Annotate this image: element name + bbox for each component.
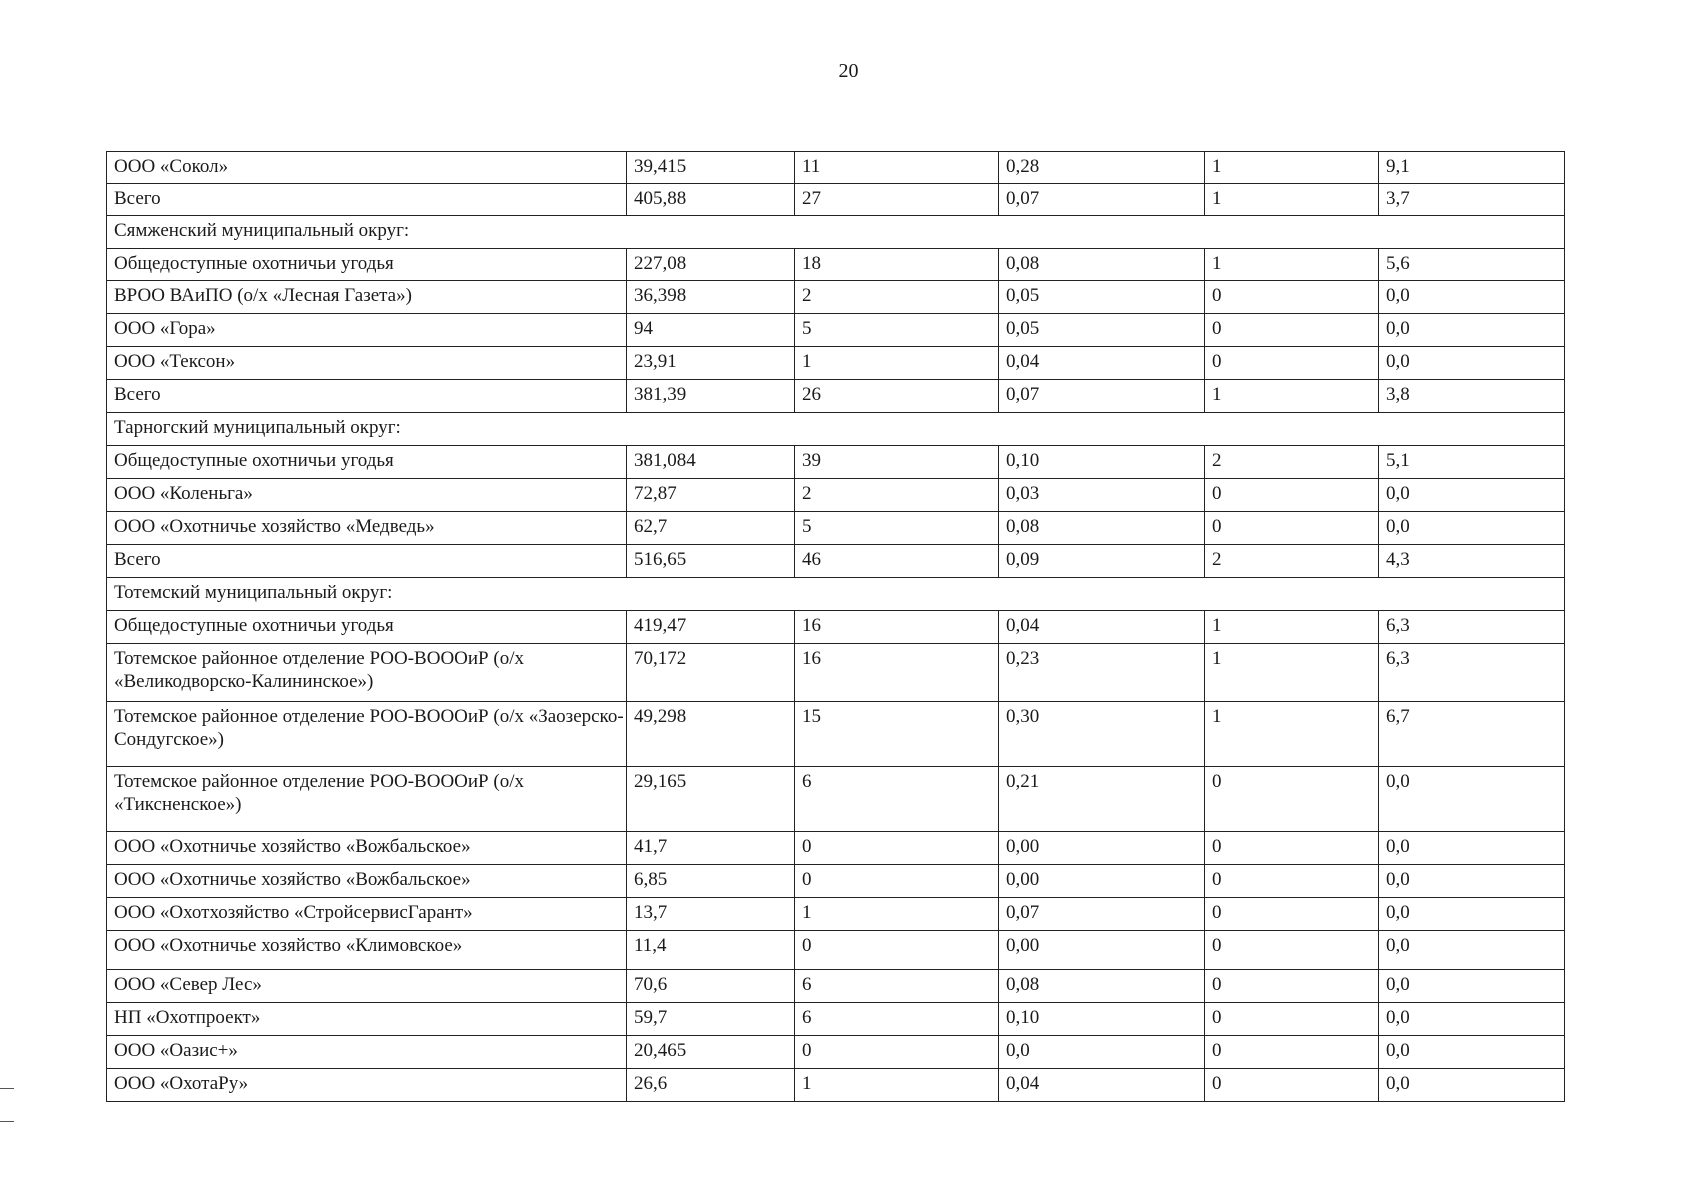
density-cell: 0,00 xyxy=(999,931,1205,970)
table-row xyxy=(107,767,1565,832)
count-cell: 0 xyxy=(795,832,999,865)
harvest-cell: 0 xyxy=(1205,479,1379,512)
density-cell: 0,04 xyxy=(999,611,1205,644)
owner-cell: ООО «Охотничье хозяйство «Вожбальское» xyxy=(107,832,627,865)
table-row xyxy=(107,702,1565,767)
owner-cell: ООО «Охотничье хозяйство «Медведь» xyxy=(107,512,627,545)
table-row xyxy=(107,479,1565,512)
harvest-cell: 0 xyxy=(1205,281,1379,314)
owner-cell: Всего xyxy=(107,545,627,578)
owner-cell: ООО «Охотничье хозяйство «Вожбальское» xyxy=(107,865,627,898)
owner-cell: ООО «Гора» xyxy=(107,314,627,347)
percent-cell: 0,0 xyxy=(1379,347,1565,380)
owner-cell: Тотемское районное отделение РОО-ВОООиР (о/х «Заозерско-Сондугское») xyxy=(107,702,627,767)
harvest-cell: 1 xyxy=(1205,380,1379,413)
table-row xyxy=(107,1003,1565,1036)
area-cell: 70,172 xyxy=(627,644,795,702)
harvest-cell: 2 xyxy=(1205,446,1379,479)
section-row xyxy=(107,216,1565,249)
harvest-cell: 0 xyxy=(1205,898,1379,931)
table-row xyxy=(107,644,1565,702)
table-row xyxy=(107,281,1565,314)
table-row xyxy=(107,970,1565,1003)
density-cell: 0,03 xyxy=(999,479,1205,512)
area-cell: 381,39 xyxy=(627,380,795,413)
count-cell: 1 xyxy=(795,898,999,931)
area-cell: 70,6 xyxy=(627,970,795,1003)
area-cell: 23,91 xyxy=(627,347,795,380)
count-cell: 16 xyxy=(795,644,999,702)
harvest-cell: 1 xyxy=(1205,644,1379,702)
harvest-cell: 1 xyxy=(1205,184,1379,216)
harvest-cell: 1 xyxy=(1205,611,1379,644)
table-row xyxy=(107,865,1565,898)
area-cell: 94 xyxy=(627,314,795,347)
count-cell: 6 xyxy=(795,1003,999,1036)
harvest-cell: 0 xyxy=(1205,314,1379,347)
count-cell: 11 xyxy=(795,152,999,184)
owner-cell: Всего xyxy=(107,184,627,216)
harvest-cell: 1 xyxy=(1205,152,1379,184)
table-row xyxy=(107,314,1565,347)
harvest-cell: 0 xyxy=(1205,970,1379,1003)
density-cell: 0,10 xyxy=(999,1003,1205,1036)
owner-cell: ООО «Охотничье хозяйство «Климовское» xyxy=(107,931,627,970)
table-row xyxy=(107,446,1565,479)
density-cell: 0,05 xyxy=(999,281,1205,314)
count-cell: 1 xyxy=(795,347,999,380)
density-cell: 0,08 xyxy=(999,249,1205,281)
count-cell: 15 xyxy=(795,702,999,767)
page-number: 20 xyxy=(838,60,859,82)
count-cell: 5 xyxy=(795,314,999,347)
section-row xyxy=(107,413,1565,446)
density-cell: 0,28 xyxy=(999,152,1205,184)
table-row xyxy=(107,898,1565,931)
table-row xyxy=(107,545,1565,578)
harvest-cell: 0 xyxy=(1205,865,1379,898)
section-heading: Тарногский муниципальный округ: xyxy=(107,413,1565,446)
table-row xyxy=(107,380,1565,413)
area-cell: 516,65 xyxy=(627,545,795,578)
table-row xyxy=(107,1069,1565,1102)
density-cell: 0,00 xyxy=(999,832,1205,865)
percent-cell: 5,6 xyxy=(1379,249,1565,281)
owner-cell: НП «Охотпроект» xyxy=(107,1003,627,1036)
table-row xyxy=(107,931,1565,970)
section-heading: Сямженский муниципальный округ: xyxy=(107,216,1565,249)
owner-cell: ООО «Охотхозяйство «СтройсервисГарант» xyxy=(107,898,627,931)
percent-cell: 0,0 xyxy=(1379,479,1565,512)
table-row xyxy=(107,184,1565,216)
area-cell: 13,7 xyxy=(627,898,795,931)
table-row xyxy=(107,152,1565,184)
area-cell: 6,85 xyxy=(627,865,795,898)
area-cell: 39,415 xyxy=(627,152,795,184)
count-cell: 2 xyxy=(795,479,999,512)
table-row xyxy=(107,347,1565,380)
count-cell: 46 xyxy=(795,545,999,578)
area-cell: 72,87 xyxy=(627,479,795,512)
density-cell: 0,08 xyxy=(999,512,1205,545)
owner-cell: Тотемское районное отделение РОО-ВОООиР (о/х «Великодворско-Калининское») xyxy=(107,644,627,702)
density-cell: 0,09 xyxy=(999,545,1205,578)
harvest-cell: 0 xyxy=(1205,1036,1379,1069)
owner-cell: Общедоступные охотничьи угодья xyxy=(107,249,627,281)
area-cell: 405,88 xyxy=(627,184,795,216)
harvest-cell: 2 xyxy=(1205,545,1379,578)
percent-cell: 0,0 xyxy=(1379,314,1565,347)
percent-cell: 0,0 xyxy=(1379,281,1565,314)
harvest-cell: 0 xyxy=(1205,931,1379,970)
count-cell: 1 xyxy=(795,1069,999,1102)
percent-cell: 4,3 xyxy=(1379,545,1565,578)
density-cell: 0,0 xyxy=(999,1036,1205,1069)
table-row xyxy=(107,832,1565,865)
density-cell: 0,10 xyxy=(999,446,1205,479)
area-cell: 36,398 xyxy=(627,281,795,314)
count-cell: 5 xyxy=(795,512,999,545)
area-cell: 29,165 xyxy=(627,767,795,832)
density-cell: 0,08 xyxy=(999,970,1205,1003)
percent-cell: 6,3 xyxy=(1379,644,1565,702)
percent-cell: 6,7 xyxy=(1379,702,1565,767)
percent-cell: 0,0 xyxy=(1379,832,1565,865)
percent-cell: 0,0 xyxy=(1379,767,1565,832)
density-cell: 0,30 xyxy=(999,702,1205,767)
density-cell: 0,04 xyxy=(999,347,1205,380)
density-cell: 0,21 xyxy=(999,767,1205,832)
owner-cell: ООО «Сокол» xyxy=(107,152,627,184)
count-cell: 6 xyxy=(795,970,999,1003)
table-body xyxy=(107,152,1565,1102)
density-cell: 0,07 xyxy=(999,898,1205,931)
count-cell: 0 xyxy=(795,865,999,898)
area-cell: 227,08 xyxy=(627,249,795,281)
count-cell: 0 xyxy=(795,931,999,970)
margin-mark xyxy=(0,1088,14,1089)
harvest-cell: 0 xyxy=(1205,832,1379,865)
owner-cell: ООО «ОхотаРу» xyxy=(107,1069,627,1102)
density-cell: 0,23 xyxy=(999,644,1205,702)
count-cell: 26 xyxy=(795,380,999,413)
percent-cell: 0,0 xyxy=(1379,1003,1565,1036)
percent-cell: 0,0 xyxy=(1379,931,1565,970)
owner-cell: Всего xyxy=(107,380,627,413)
percent-cell: 0,0 xyxy=(1379,1069,1565,1102)
percent-cell: 9,1 xyxy=(1379,152,1565,184)
count-cell: 18 xyxy=(795,249,999,281)
density-cell: 0,00 xyxy=(999,865,1205,898)
harvest-cell: 1 xyxy=(1205,249,1379,281)
density-cell: 0,07 xyxy=(999,380,1205,413)
harvest-cell: 0 xyxy=(1205,1069,1379,1102)
area-cell: 11,4 xyxy=(627,931,795,970)
area-cell: 20,465 xyxy=(627,1036,795,1069)
table-row xyxy=(107,611,1565,644)
count-cell: 6 xyxy=(795,767,999,832)
owner-cell: ООО «Север Лес» xyxy=(107,970,627,1003)
density-cell: 0,04 xyxy=(999,1069,1205,1102)
area-cell: 41,7 xyxy=(627,832,795,865)
owner-cell: Общедоступные охотничьи угодья xyxy=(107,446,627,479)
count-cell: 0 xyxy=(795,1036,999,1069)
area-cell: 419,47 xyxy=(627,611,795,644)
harvest-cell: 0 xyxy=(1205,767,1379,832)
hunting-grounds-table xyxy=(106,151,1565,1102)
percent-cell: 5,1 xyxy=(1379,446,1565,479)
owner-cell: ООО «Тексон» xyxy=(107,347,627,380)
area-cell: 26,6 xyxy=(627,1069,795,1102)
area-cell: 49,298 xyxy=(627,702,795,767)
percent-cell: 0,0 xyxy=(1379,970,1565,1003)
count-cell: 2 xyxy=(795,281,999,314)
area-cell: 59,7 xyxy=(627,1003,795,1036)
owner-cell: ООО «Коленьга» xyxy=(107,479,627,512)
harvest-cell: 0 xyxy=(1205,1003,1379,1036)
count-cell: 16 xyxy=(795,611,999,644)
percent-cell: 0,0 xyxy=(1379,865,1565,898)
owner-cell: ООО «Оазис+» xyxy=(107,1036,627,1069)
harvest-cell: 0 xyxy=(1205,347,1379,380)
owner-cell: Общедоступные охотничьи угодья xyxy=(107,611,627,644)
table-row xyxy=(107,1036,1565,1069)
harvest-cell: 0 xyxy=(1205,512,1379,545)
percent-cell: 3,7 xyxy=(1379,184,1565,216)
margin-mark xyxy=(0,1121,14,1122)
section-heading: Тотемский муниципальный округ: xyxy=(107,578,1565,611)
density-cell: 0,05 xyxy=(999,314,1205,347)
percent-cell: 0,0 xyxy=(1379,1036,1565,1069)
harvest-cell: 1 xyxy=(1205,702,1379,767)
area-cell: 62,7 xyxy=(627,512,795,545)
percent-cell: 3,8 xyxy=(1379,380,1565,413)
count-cell: 39 xyxy=(795,446,999,479)
density-cell: 0,07 xyxy=(999,184,1205,216)
area-cell: 381,084 xyxy=(627,446,795,479)
owner-cell: Тотемское районное отделение РОО-ВОООиР (о/х «Тиксненское») xyxy=(107,767,627,832)
percent-cell: 6,3 xyxy=(1379,611,1565,644)
table-row xyxy=(107,249,1565,281)
percent-cell: 0,0 xyxy=(1379,898,1565,931)
percent-cell: 0,0 xyxy=(1379,512,1565,545)
section-row xyxy=(107,578,1565,611)
count-cell: 27 xyxy=(795,184,999,216)
table-row xyxy=(107,512,1565,545)
owner-cell: ВРОО ВАиПО (о/х «Лесная Газета») xyxy=(107,281,627,314)
